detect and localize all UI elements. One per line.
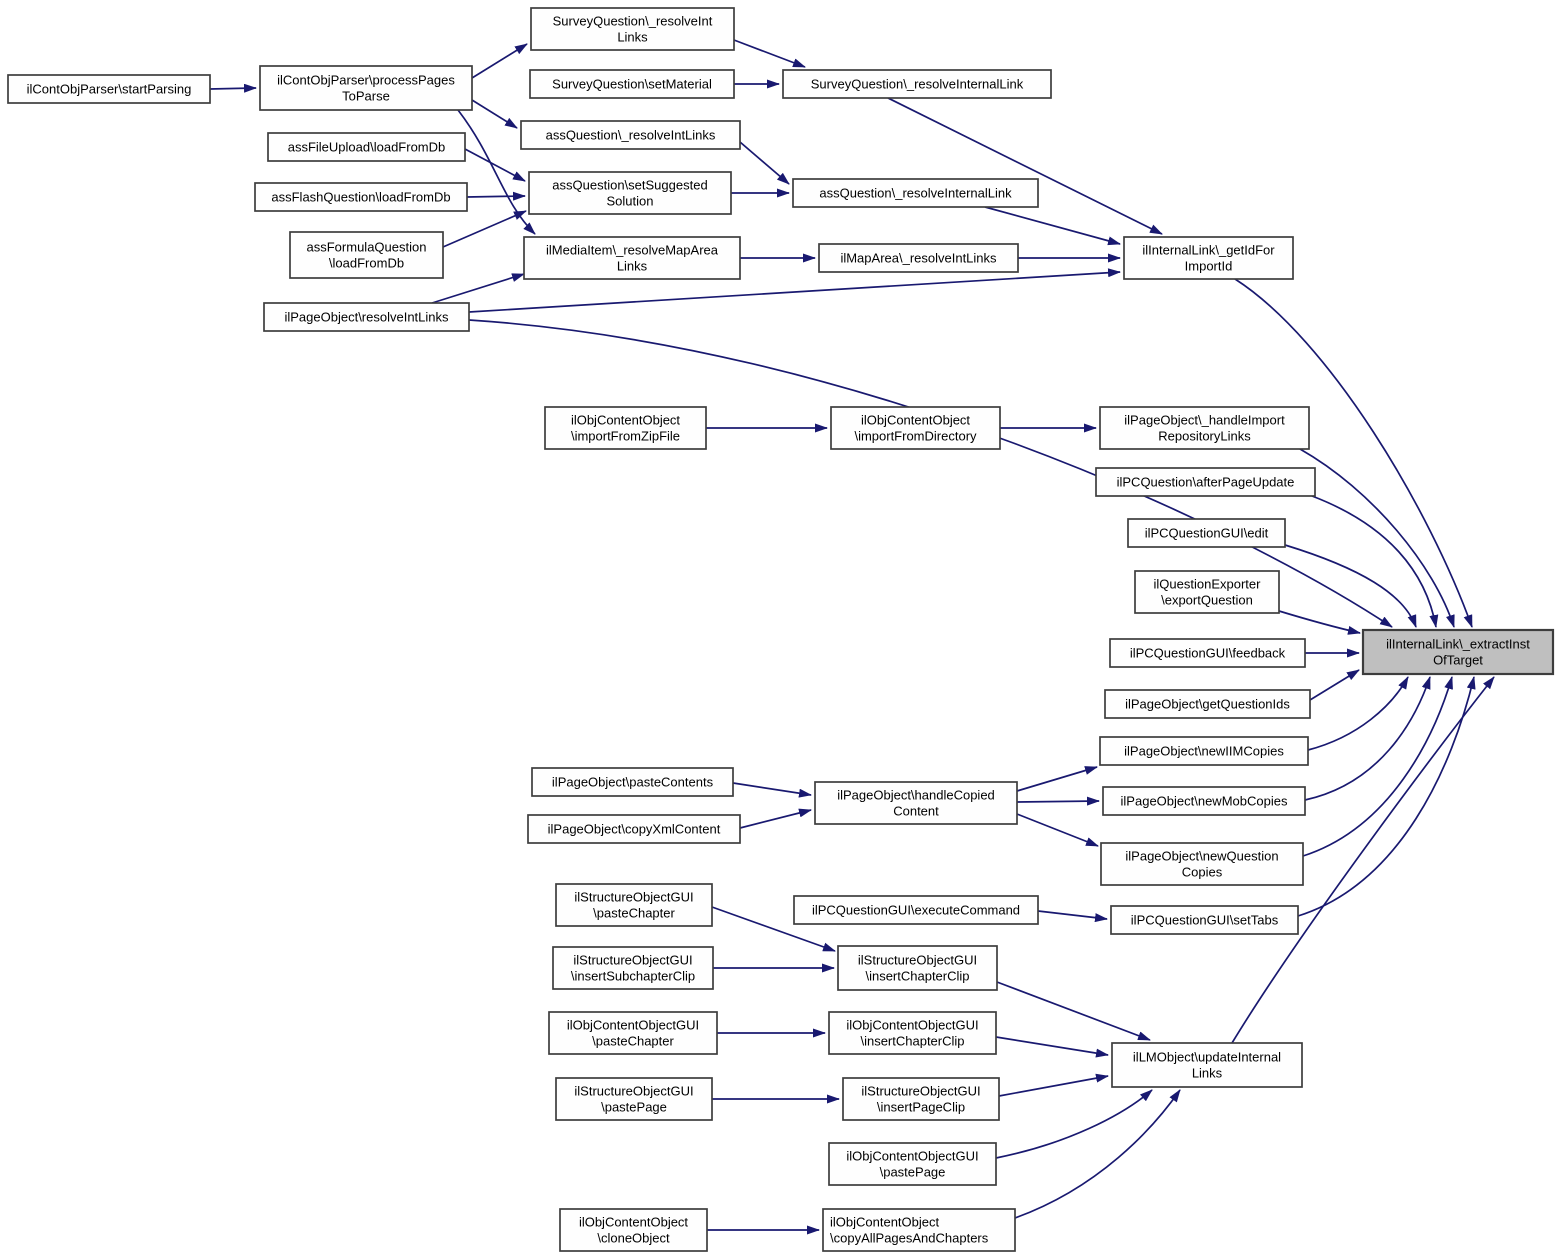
edge-ilcontobjparser-startparsing--ilcontobjparser-processpagestoparse bbox=[210, 88, 256, 89]
node-ilobjcontentobjectgui-insertchapterclip[interactable] bbox=[829, 1012, 996, 1054]
edge-ilquestionexporter-exportquestion--ilinternallink-extractinstoftarget bbox=[1279, 611, 1360, 633]
edge-assquestion-resolveinternallink--ilinternallink-getidforimportid bbox=[985, 207, 1120, 244]
node-label-assquestion-resolveintlinks: assQuestion\_resolveIntLinks bbox=[545, 127, 716, 143]
node-label-ilobjcontentobjectgui-pastechapter: ilObjContentObjectGUI \pasteChapter bbox=[566, 1017, 700, 1049]
node-label-ilpageobject-newquestioncopies: ilPageObject\newQuestion Copies bbox=[1125, 848, 1279, 880]
node-ilpcquestiongui-settabs[interactable] bbox=[1111, 906, 1298, 934]
node-label-assfileupload-loadfromdb: assFileUpload\loadFromDb bbox=[287, 139, 446, 155]
edge-assquestion-resolveintlinks--assquestion-resolveinternallink bbox=[740, 142, 789, 184]
node-label-ilobjcontentobject-cloneobject: ilObjContentObject \cloneObject bbox=[578, 1214, 689, 1246]
edge-ilpageobject-getquestionids--ilinternallink-extractinstoftarget bbox=[1310, 670, 1359, 700]
node-ilpageobject-newiimcopies[interactable] bbox=[1100, 737, 1308, 765]
node-ilstructureobjectgui-insertchapterclip[interactable] bbox=[838, 946, 997, 990]
node-label-assformulaquestion-loadfromdb: assFormulaQuestion \loadFromDb bbox=[306, 239, 427, 271]
node-label-ilpcquestiongui-executecommand: ilPCQuestionGUI\executeCommand bbox=[811, 902, 1021, 918]
node-label-ilmediaitem-resolvemaparealinks: ilMediaItem\_resolveMapArea Links bbox=[546, 242, 718, 274]
node-label-ilstructureobjectgui-pastepage: ilStructureObjectGUI \pastePage bbox=[574, 1083, 694, 1115]
node-label-ilpageobject-copyxmlcontent: ilPageObject\copyXmlContent bbox=[547, 821, 721, 837]
node-ilpcquestion-afterpageupdate[interactable] bbox=[1096, 468, 1315, 496]
node-label-ilpageobject-handlecopiedcontent: ilPageObject\handleCopied Content bbox=[837, 787, 995, 819]
node-ilpcquestiongui-edit[interactable] bbox=[1128, 519, 1285, 547]
node-assflashquestion-loadfromdb[interactable] bbox=[255, 183, 467, 211]
node-label-ilcontobjparser-processpagestoparse: ilContObjParser\processPages ToParse bbox=[277, 72, 455, 104]
edge-ilpcquestiongui-settabs--ilinternallink-extractinstoftarget bbox=[1298, 677, 1474, 916]
node-label-ilcontobjparser-startparsing: ilContObjParser\startParsing bbox=[26, 81, 192, 97]
node-ilobjcontentobject-importfromdirectory[interactable] bbox=[831, 407, 1000, 449]
node-ilinternallink-extractinstoftarget[interactable] bbox=[1363, 630, 1553, 674]
edge-assfileupload-loadfromdb--assquestion-setsuggestedsolution bbox=[465, 149, 525, 181]
node-label-ilpageobject-pastecontents: ilPageObject\pasteContents bbox=[551, 774, 714, 790]
node-label-ilquestionexporter-exportquestion: ilQuestionExporter \exportQuestion bbox=[1153, 576, 1261, 608]
node-ilpcquestiongui-executecommand[interactable] bbox=[794, 896, 1038, 924]
edge-ilpageobject-newiimcopies--ilinternallink-extractinstoftarget bbox=[1308, 677, 1408, 750]
edge-ilobjcontentobject-copyallpagesandchapters--illmobject-updateinternallinks bbox=[1015, 1090, 1180, 1218]
node-label-ilstructureobjectgui-pastechapter: ilStructureObjectGUI \pasteChapter bbox=[574, 889, 694, 921]
node-label-assquestion-resolveinternallink: assQuestion\_resolveInternalLink bbox=[819, 185, 1012, 201]
edge-ilstructureobjectgui-insertpageclip--illmobject-updateinternallinks bbox=[999, 1076, 1108, 1096]
node-label-ilinternallink-extractinstoftarget: ilInternalLink\_extractInst OfTarget bbox=[1386, 636, 1530, 668]
node-illmobject-updateinternallinks[interactable] bbox=[1112, 1043, 1302, 1087]
node-label-illmobject-updateinternallinks: ilLMObject\updateInternal Links bbox=[1132, 1049, 1282, 1081]
node-label-ilpcquestion-afterpageupdate: ilPCQuestion\afterPageUpdate bbox=[1116, 474, 1295, 490]
edge-assformulaquestion-loadfromdb--assquestion-setsuggestedsolution bbox=[443, 211, 526, 247]
edge-ilpageobject-handleimportrepositorylinks--ilinternallink-extractinstoftarget bbox=[1300, 449, 1454, 627]
node-assquestion-resolveintlinks[interactable] bbox=[521, 121, 740, 149]
node-label-ilpcquestiongui-feedback: ilPCQuestionGUI\feedback bbox=[1129, 645, 1286, 661]
node-ilobjcontentobjectgui-pastechapter[interactable] bbox=[549, 1012, 717, 1054]
node-ilquestionexporter-exportquestion[interactable] bbox=[1135, 571, 1279, 613]
edge-ilpcquestiongui-executecommand--ilpcquestiongui-settabs bbox=[1038, 911, 1107, 919]
node-label-ilstructureobjectgui-insertpageclip: ilStructureObjectGUI \insertPageClip bbox=[861, 1083, 981, 1115]
edge-ilobjcontentobjectgui-insertchapterclip--illmobject-updateinternallinks bbox=[996, 1037, 1108, 1055]
node-assquestion-setsuggestedsolution[interactable] bbox=[529, 172, 731, 214]
edge-surveyquestion-resolveinternallink--ilinternallink-getidforimportid bbox=[888, 98, 1162, 234]
node-ilcontobjparser-startparsing[interactable] bbox=[8, 75, 210, 103]
node-surveyquestion-setmaterial[interactable] bbox=[530, 70, 734, 98]
edge-ilpageobject-resolveintlinks--ilmediaitem-resolvemaparealinks bbox=[432, 274, 524, 303]
node-label-ilmaparea-resolveintlinks: ilMapArea\_resolveIntLinks bbox=[840, 250, 997, 266]
node-ilpageobject-resolveintlinks[interactable] bbox=[264, 303, 469, 331]
edge-ilpageobject-handlecopiedcontent--ilpageobject-newmobcopies bbox=[1017, 801, 1099, 802]
node-ilpageobject-getquestionids[interactable] bbox=[1105, 690, 1310, 718]
node-label-ilpageobject-getquestionids: ilPageObject\getQuestionIds bbox=[1125, 696, 1290, 712]
node-ilcontobjparser-processpagestoparse[interactable] bbox=[260, 66, 472, 110]
node-ilobjcontentobject-importfromzipfile[interactable] bbox=[545, 407, 706, 449]
node-label-ilpageobject-newmobcopies: ilPageObject\newMobCopies bbox=[1120, 793, 1288, 809]
edge-ilpageobject-newmobcopies--ilinternallink-extractinstoftarget bbox=[1305, 677, 1430, 800]
node-label-assflashquestion-loadfromdb: assFlashQuestion\loadFromDb bbox=[271, 189, 451, 205]
node-assquestion-resolveinternallink[interactable] bbox=[793, 179, 1038, 207]
node-label-ilpageobject-handleimportrepositorylinks: ilPageObject\_handleImport RepositoryLinks bbox=[1124, 412, 1285, 444]
node-surveyquestion-resolveinternallink[interactable] bbox=[783, 70, 1051, 98]
node-label-surveyquestion-resolveintlinks: SurveyQuestion\_resolveInt Links bbox=[552, 13, 713, 45]
node-label-ilstructureobjectgui-insertsubchapterclip: ilStructureObjectGUI \insertSubchapterClip bbox=[570, 952, 696, 984]
edge-ilpageobject-newquestioncopies--ilinternallink-extractinstoftarget bbox=[1303, 677, 1452, 856]
edge-ilcontobjparser-processpagestoparse--assquestion-resolveintlinks bbox=[472, 100, 517, 128]
node-surveyquestion-resolveintlinks[interactable] bbox=[531, 8, 734, 50]
node-label-ilpageobject-resolveintlinks: ilPageObject\resolveIntLinks bbox=[284, 309, 449, 325]
node-label-assquestion-setsuggestedsolution: assQuestion\setSuggested Solution bbox=[552, 177, 708, 209]
node-ilmaparea-resolveintlinks[interactable] bbox=[819, 244, 1018, 272]
node-label-ilpcquestiongui-settabs: ilPCQuestionGUI\setTabs bbox=[1130, 912, 1279, 928]
edge-ilcontobjparser-processpagestoparse--surveyquestion-resolveintlinks bbox=[472, 44, 527, 78]
nodes-layer bbox=[8, 8, 1553, 1251]
node-ilstructureobjectgui-pastechapter[interactable] bbox=[556, 884, 712, 926]
edge-ilstructureobjectgui-insertchapterclip--illmobject-updateinternallinks bbox=[997, 982, 1150, 1040]
node-label-ilobjcontentobjectgui-insertchapterclip: ilObjContentObjectGUI \insertChapterClip bbox=[846, 1017, 979, 1049]
node-ilstructureobjectgui-pastepage[interactable] bbox=[556, 1078, 712, 1120]
node-ilobjcontentobject-cloneobject[interactable] bbox=[560, 1209, 707, 1251]
node-ilinternallink-getidforimportid[interactable] bbox=[1124, 237, 1293, 279]
node-ilpageobject-copyxmlcontent[interactable] bbox=[528, 815, 740, 843]
node-ilpageobject-handleimportrepositorylinks[interactable] bbox=[1100, 407, 1309, 449]
edge-assflashquestion-loadfromdb--assquestion-setsuggestedsolution bbox=[467, 196, 525, 197]
edge-surveyquestion-resolveintlinks--surveyquestion-resolveinternallink bbox=[734, 40, 805, 67]
node-label-ilpcquestiongui-edit: ilPCQuestionGUI\edit bbox=[1144, 525, 1269, 541]
edge-ilpcquestiongui-edit--ilinternallink-extractinstoftarget bbox=[1285, 545, 1416, 627]
node-label-ilinternallink-getidforimportid: ilInternalLink\_getIdFor ImportId bbox=[1142, 242, 1275, 274]
edge-ilpageobject-pastecontents--ilpageobject-handlecopiedcontent bbox=[733, 783, 811, 795]
node-label-surveyquestion-resolveinternallink: SurveyQuestion\_resolveInternalLink bbox=[810, 76, 1024, 92]
node-label-ilobjcontentobject-importfromzipfile: ilObjContentObject \importFromZipFile bbox=[570, 412, 681, 444]
node-assfileupload-loadfromdb[interactable] bbox=[268, 133, 465, 161]
edge-ilpageobject-handlecopiedcontent--ilpageobject-newquestioncopies bbox=[1017, 814, 1098, 846]
node-assformulaquestion-loadfromdb[interactable] bbox=[290, 232, 443, 278]
node-ilmediaitem-resolvemaparealinks[interactable] bbox=[524, 237, 740, 279]
node-ilobjcontentobjectgui-pastepage[interactable] bbox=[829, 1143, 996, 1185]
node-label-ilobjcontentobject-copyallpagesandchapters: ilObjContentObject \copyAllPagesAndChapters bbox=[830, 1214, 989, 1246]
edge-ilpageobject-handlecopiedcontent--ilpageobject-newiimcopies bbox=[1017, 767, 1097, 791]
node-label-ilstructureobjectgui-insertchapterclip: ilStructureObjectGUI \insertChapterClip bbox=[857, 952, 978, 984]
node-label-ilobjcontentobjectgui-pastepage: ilObjContentObjectGUI \pastePage bbox=[846, 1148, 979, 1180]
node-ilpageobject-handlecopiedcontent[interactable] bbox=[815, 782, 1017, 824]
node-ilpcquestiongui-feedback[interactable] bbox=[1110, 639, 1305, 667]
node-ilstructureobjectgui-insertsubchapterclip[interactable] bbox=[553, 947, 713, 989]
node-label-ilobjcontentobject-importfromdirectory: ilObjContentObject \importFromDirectory bbox=[854, 412, 977, 444]
node-label-ilpageobject-newiimcopies: ilPageObject\newIIMCopies bbox=[1124, 743, 1284, 759]
node-ilpageobject-newquestioncopies[interactable] bbox=[1101, 843, 1303, 885]
node-ilpageobject-newmobcopies[interactable] bbox=[1103, 787, 1305, 815]
node-ilpageobject-pastecontents[interactable] bbox=[532, 768, 733, 796]
node-ilstructureobjectgui-insertpageclip[interactable] bbox=[843, 1078, 999, 1120]
edge-ilpageobject-copyxmlcontent--ilpageobject-handlecopiedcontent bbox=[740, 810, 811, 828]
node-ilobjcontentobject-copyallpagesandchapters[interactable] bbox=[823, 1209, 1015, 1251]
node-label-surveyquestion-setmaterial: SurveyQuestion\setMaterial bbox=[552, 76, 712, 92]
